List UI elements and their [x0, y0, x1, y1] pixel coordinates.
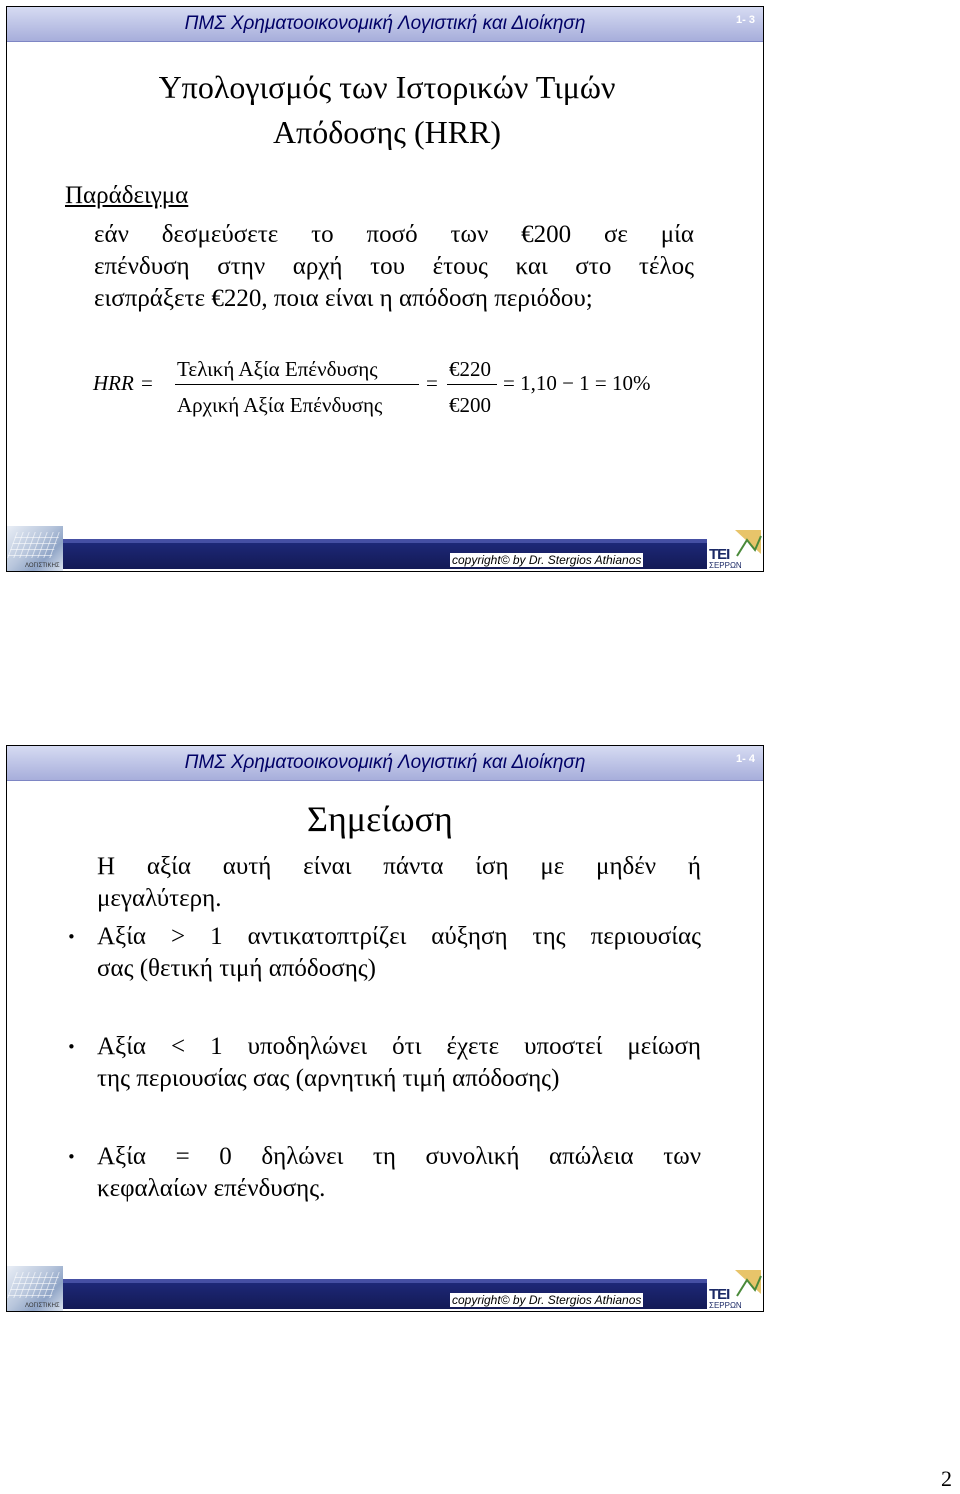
- department-logo-icon: ΛΟΓΙΣΤΙΚΗΣ: [7, 1266, 63, 1311]
- list-item: • Αξία < 1 υποδηλώνει ότι έχετε υποστεί μείωση της περιουσίας σας (αρνητική τιμή απόδοσης): [67, 1033, 701, 1092]
- slide-title: Σημείωση: [307, 799, 453, 839]
- slide-title-line-1: Υπολογισμός των Ιστορικών Τιμών: [158, 69, 616, 105]
- formula-value-numerator: €220: [449, 357, 491, 381]
- slide-footer: [7, 1266, 763, 1311]
- note-body: [67, 851, 701, 1205]
- footer-copyright: copyright© by Dr. Stergios Athianos: [452, 1293, 642, 1307]
- example-line-1: εάν δεσμεύσετε το ποσό των €200 σε μία: [94, 221, 694, 248]
- slide-header: [7, 7, 763, 42]
- formula-value-denominator: €200: [449, 393, 491, 417]
- example-heading: Παράδειγμα: [65, 182, 189, 209]
- list-item: • Αξία = 0 δηλώνει τη συνολική απώλεια των κεφαλαίων επένδυσης.: [67, 1143, 701, 1202]
- slide-1-4: [6, 745, 764, 1312]
- slide-title-line-2: Απόδοσης (HRR): [272, 114, 502, 150]
- header-title: ΠΜΣ Χρηματοοικονομική Λογιστική και Διοίκηση: [184, 752, 586, 773]
- fraction-line-2: [447, 384, 497, 385]
- page-number: 2: [941, 1466, 952, 1491]
- note-line-2: μεγαλύτερη.: [97, 885, 222, 912]
- bullet-dot-icon: •: [67, 928, 76, 946]
- formula-lhs: HRR: [93, 371, 134, 395]
- formula-result: = 1,10 − 1 = 10%: [503, 371, 651, 395]
- slide-footer: [7, 526, 763, 571]
- formula-equals-2: =: [426, 371, 438, 395]
- slide-number: 1- 4: [736, 753, 755, 765]
- formula-denominator-text: Αρχική Αξία Επένδυσης: [177, 393, 383, 417]
- tei-serron-logo-icon: ΤΕΙ ΣΕΡΡΩΝ: [707, 1266, 763, 1311]
- slide-header: [7, 746, 763, 781]
- bullet-dot-icon: •: [67, 1038, 76, 1056]
- tei-serron-logo-icon: ΤΕΙ ΣΕΡΡΩΝ: [707, 526, 763, 571]
- formula-numerator-text: Τελική Αξία Επένδυσης: [177, 357, 378, 381]
- slide-1-3: [6, 6, 764, 572]
- list-item: • Αξία > 1 αντικατοπτρίζει αύξηση της περιουσίας σας (θετική τιμή απόδοσης): [67, 923, 701, 982]
- example-text: [94, 219, 694, 315]
- header-title: ΠΜΣ Χρηματοοικονομική Λογιστική και Διοίκηση: [184, 13, 586, 34]
- bullet-dot-icon: •: [67, 1148, 76, 1166]
- fraction-line-1: [175, 384, 419, 385]
- slide-number: 1- 3: [736, 14, 755, 26]
- department-logo-icon: ΛΟΓΙΣΤΙΚΗΣ: [7, 526, 63, 571]
- slide-title: [47, 65, 727, 155]
- example-line-3: εισπράξετε €220, ποια είναι η απόδοση περιόδου;: [94, 285, 593, 312]
- example-line-2: επένδυση στην αρχή του έτους και στο τέλος: [94, 253, 694, 280]
- note-line-1: Η αξία αυτή είναι πάντα ίση με μηδέν ή: [97, 853, 701, 880]
- formula-equals-1: =: [141, 371, 153, 395]
- footer-copyright: copyright© by Dr. Stergios Athianos: [452, 553, 642, 567]
